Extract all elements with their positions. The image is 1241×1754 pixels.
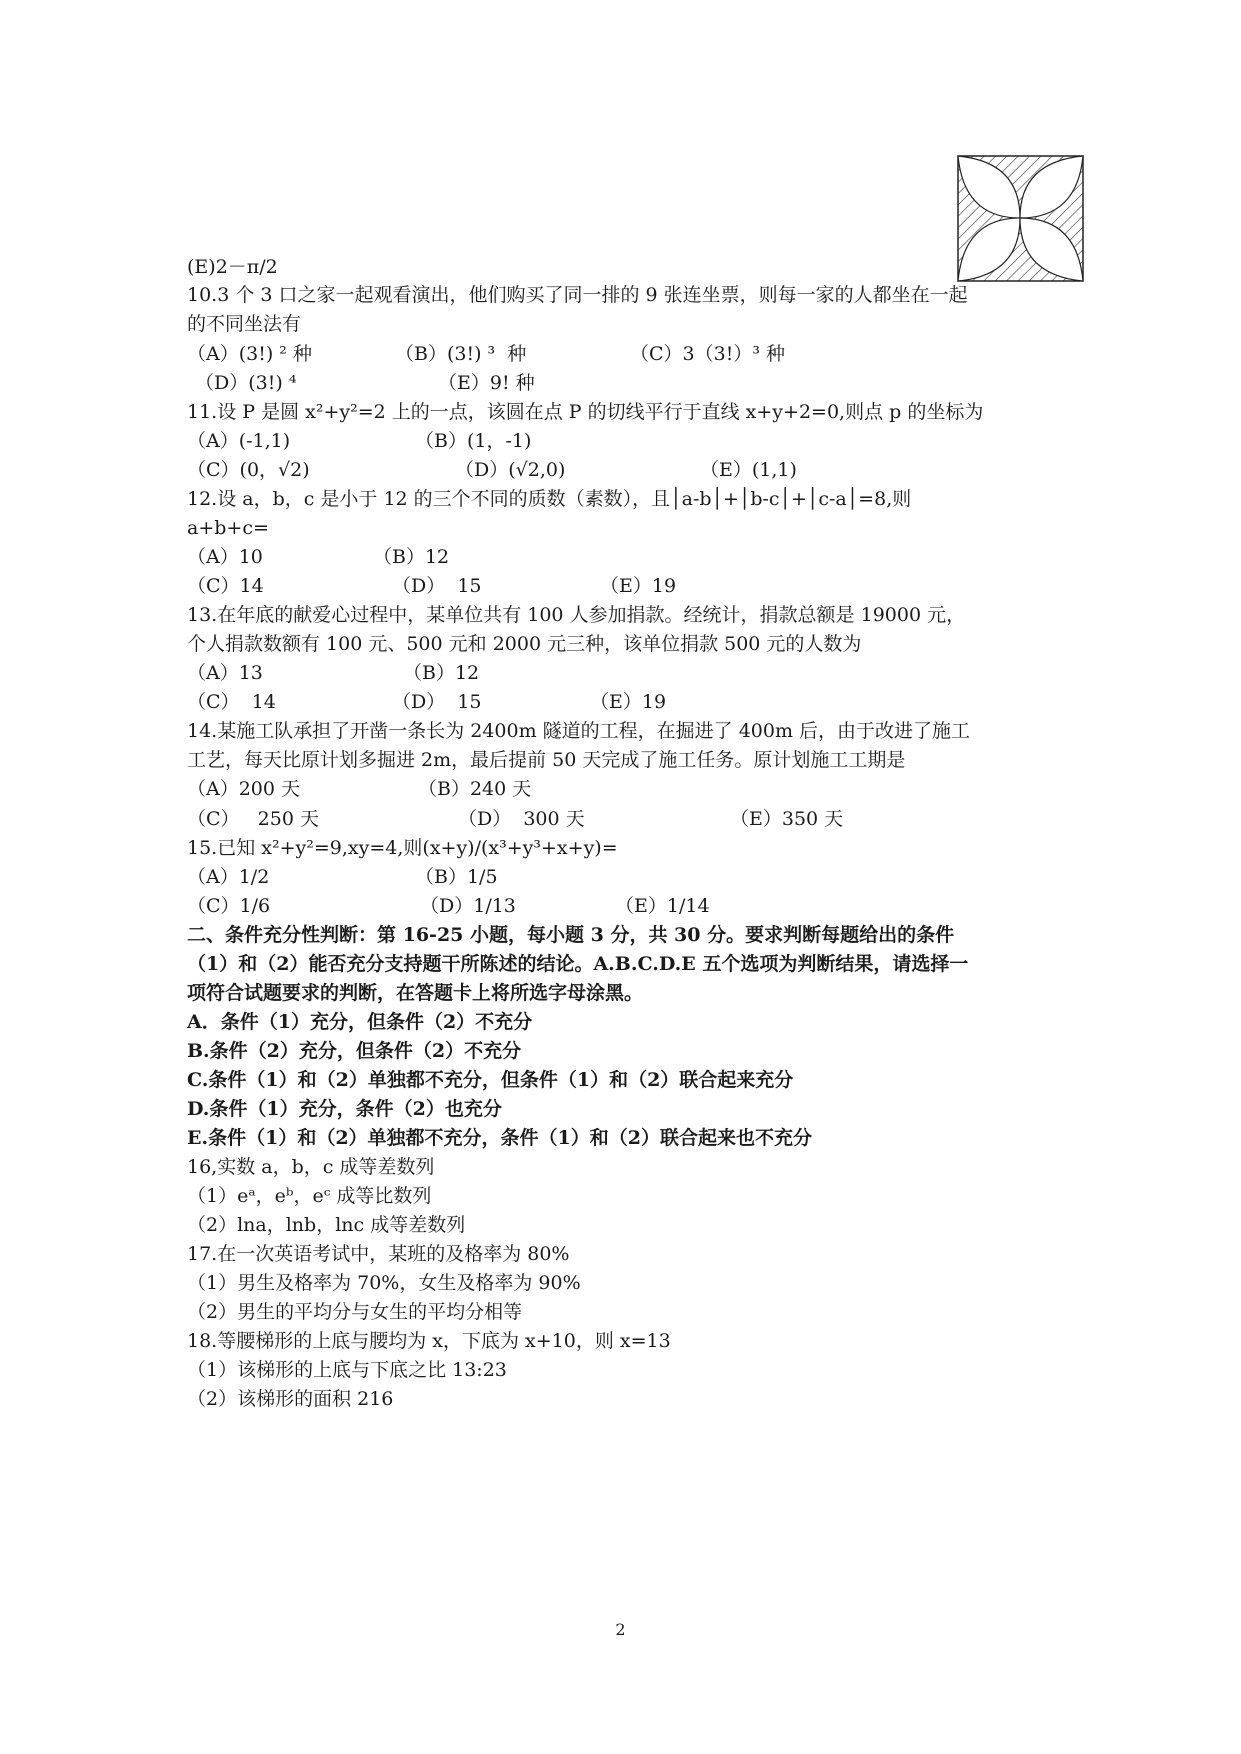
option-e-prev: (E)2－π/2 xyxy=(187,256,278,278)
q14-option-c: （C） 250 天 xyxy=(187,808,319,830)
q10-option-c: （C）3（3!）³ 种 xyxy=(630,343,786,365)
section2-intro-2: （1）和（2）能否充分支持题干所陈述的结论。A.B.C.D.E 五个选项为判断结果，请选择一 xyxy=(187,953,969,975)
q15-option-e: （E）1/14 xyxy=(615,895,710,917)
q13-option-b: （B）12 xyxy=(403,662,480,684)
section2-intro-1: 二、条件充分性判断：第 16-25 小题，每小题 3 分，共 30 分。要求判断每题给出的条件 xyxy=(187,924,955,946)
q11-option-d: （D）(√2,0) xyxy=(455,459,566,481)
q13-option-e: （E）19 xyxy=(590,691,667,713)
q14-option-d: （D） 300 天 xyxy=(458,808,585,830)
q18-stem: 18.等腰梯形的上底与腰均为 x，下底为 x+10，则 x=13 xyxy=(187,1330,671,1352)
q13-stem-1: 13.在年底的献爱心过程中，某单位共有 100 人参加捐款。经统计，捐款总额是 19000 元， xyxy=(187,604,966,626)
q14-option-a: （A）200 天 xyxy=(187,778,301,800)
q12-option-d: （D） 15 xyxy=(392,575,482,597)
q12-stem-1: 12.设 a，b，c 是小于 12 的三个不同的质数（素数），且│a-b│+│b-c│+│c-a│=8,则 xyxy=(187,488,912,510)
q14-stem-2: 工艺，每天比原计划多掘进 2m，最后提前 50 天完成了施工任务。原计划施工工期是 xyxy=(187,749,906,771)
q15-option-c: （C）1/6 xyxy=(187,895,271,917)
page-number: 2 xyxy=(615,1620,626,1639)
section2-choice-a: A．条件（1）充分，但条件（2）不充分 xyxy=(187,1011,533,1033)
q11-stem: 11.设 P 是圆 x²+y²=2 上的一点，该圆在点 P 的切线平行于直线 x+y+2=0,则点 p 的坐标为 xyxy=(187,401,984,423)
q14-option-b: （B）240 天 xyxy=(418,778,532,800)
q12-option-e: （E）19 xyxy=(600,575,677,597)
q14-option-e: （E）350 天 xyxy=(730,808,844,830)
q10-option-b: （B）(3!) ³ 种 xyxy=(395,343,527,365)
q10-option-d: （D）(3!) ⁴ xyxy=(195,372,297,394)
section2-choice-b: B.条件（2）充分，但条件（2）不充分 xyxy=(187,1040,522,1062)
q15-option-d: （D）1/13 xyxy=(420,895,516,917)
q16-stem: 16,实数 a，b，c 成等差数列 xyxy=(187,1156,435,1178)
section2-choice-c: C.条件（1）和（2）单独都不充分，但条件（1）和（2）联合起来充分 xyxy=(187,1069,794,1091)
q11-option-b: （B）(1，-1) xyxy=(415,430,532,452)
q12-option-a: （A）10 xyxy=(187,546,263,568)
q10-stem-2: 的不同坐法有 xyxy=(187,313,302,335)
q17-condition-2: （2）男生的平均分与女生的平均分相等 xyxy=(187,1301,523,1323)
q11-option-e: （E）(1,1) xyxy=(700,459,797,481)
q11-option-c: （C）(0，√2) xyxy=(187,459,310,481)
q12-option-b: （B）12 xyxy=(373,546,450,568)
q16-condition-1: （1）eᵃ，eᵇ，eᶜ 成等比数列 xyxy=(187,1185,432,1207)
q16-condition-2: （2）lna，lnb，lnc 成等差数列 xyxy=(187,1214,466,1236)
q18-condition-2: （2）该梯形的面积 216 xyxy=(187,1388,394,1410)
q13-option-a: （A）13 xyxy=(187,662,263,684)
q15-option-b: （B）1/5 xyxy=(415,866,498,888)
q10-stem-1: 10.3 个 3 口之家一起观看演出，他们购买了同一排的 9 张连坐票，则每一家的人都坐在一起 xyxy=(187,284,968,306)
q15-stem: 15.已知 x²+y²=9,xy=4,则(x+y)/(x³+y³+x+y)= xyxy=(187,837,618,859)
q11-option-a: （A）(-1,1) xyxy=(187,430,291,452)
q14-stem-1: 14.某施工队承担了开凿一条长为 2400m 隧道的工程，在掘进了 400m 后，由于改进了施工 xyxy=(187,720,971,742)
q12-option-c: （C）14 xyxy=(187,575,264,597)
q13-option-c: （C） 14 xyxy=(187,691,276,713)
q12-stem-2: a+b+c= xyxy=(187,517,269,539)
q10-option-a: （A）(3!) ² 种 xyxy=(187,343,312,365)
section2-intro-3: 项符合试题要求的判断，在答题卡上将所选字母涂黑。 xyxy=(187,982,644,1004)
section2-choice-e: E.条件（1）和（2）单独都不充分，条件（1）和（2）联合起来也不充分 xyxy=(187,1127,812,1149)
q13-stem-2: 个人捐款数额有 100 元、500 元和 2000 元三种，该单位捐款 500 元的人数为 xyxy=(187,633,862,655)
section2-choice-d: D.条件（1）充分，条件（2）也充分 xyxy=(187,1098,502,1120)
q17-condition-1: （1）男生及格率为 70%，女生及格率为 90% xyxy=(187,1272,581,1294)
q15-option-a: （A）1/2 xyxy=(187,866,270,888)
square-petal-figure xyxy=(954,152,1087,285)
q17-stem: 17.在一次英语考试中，某班的及格率为 80% xyxy=(187,1243,570,1265)
q13-option-d: （D） 15 xyxy=(392,691,482,713)
q18-condition-1: （1）该梯形的上底与下底之比 13:23 xyxy=(187,1359,507,1381)
q10-option-e: （E）9! 种 xyxy=(438,372,535,394)
